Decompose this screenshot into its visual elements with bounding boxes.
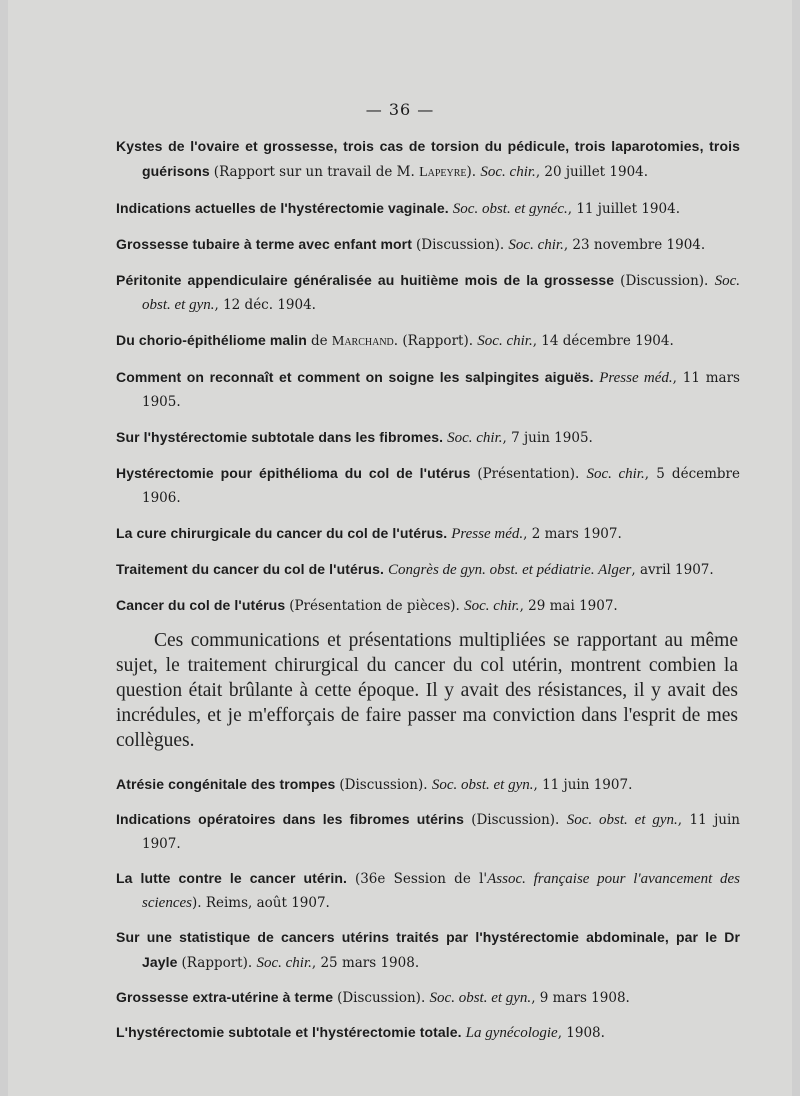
entry-segment: Soc. chir.	[256, 955, 312, 971]
bibliography-entry	[116, 593, 740, 618]
entry-segment: Marchand	[331, 334, 394, 349]
entry-segment: (Discussion).	[339, 777, 432, 793]
bibliography-entry	[116, 925, 740, 975]
entry-segment: Indications opératoires dans les fibromes utérins	[116, 811, 472, 827]
entry-segment: Congrès de gyn. obst. et pédiatrie. Alger	[387, 562, 632, 578]
entry-segment: , 11 juillet 1904.	[567, 201, 680, 217]
bibliography-entry	[116, 772, 740, 797]
entry-segment: La lutte contre le cancer utérin.	[116, 870, 355, 886]
entry-segment: Soc. obst. et gyn.	[429, 990, 532, 1006]
entry-segment: (Discussion).	[620, 273, 715, 289]
entry-segment: Soc. chir.	[480, 164, 536, 180]
entry-segment: , 25 mars 1908.	[311, 955, 420, 971]
commentary-paragraph: Ces communications et présentations multipliées se rapportant au même sujet, le traitement chirurgical du cancer du col utérin, montrent combien la question était brûlante à cette époque. Il y avait des résistances, il y avait des incrédules, et je m'efforçais de faire passer ma conviction dans l'esprit de mes collègues.	[116, 630, 738, 751]
bibliography-entry	[116, 268, 740, 317]
bibliography-entry	[116, 1020, 740, 1045]
entry-segment: , 5 décembre 1906.	[142, 466, 740, 506]
bibliography-entry	[116, 461, 740, 510]
entry-segment: Sur l'hystérectomie subtotale dans les fibromes.	[116, 429, 448, 445]
bibliography-entry	[116, 521, 740, 546]
entry-segment: Soc. chir.	[447, 430, 503, 446]
entry-segment: Péritonite appendiculaire généralisée au huitième mois de la grossesse	[116, 272, 621, 288]
entry-segment: Cancer du col de l'utérus	[116, 597, 290, 613]
entry-segment: ).	[466, 164, 481, 180]
bibliography-entry	[116, 196, 740, 221]
entry-segment: (Présentation de pièces).	[289, 598, 465, 614]
entry-segment: Presse méd.	[451, 526, 524, 542]
entry-segment: Soc. obst. et gyn.	[566, 812, 678, 828]
entry-segment: , 9 mars 1908.	[531, 990, 630, 1006]
entry-segment: , 29 mai 1907.	[519, 598, 618, 614]
entry-segment: (Présentation).	[477, 466, 587, 482]
bibliography-entry	[116, 328, 740, 354]
bibliography-entry	[116, 866, 740, 915]
bibliography-entry	[116, 985, 740, 1010]
entry-segment: Comment on reconnaît et comment on soigne les salpingites aiguës.	[116, 369, 600, 385]
entry-segment: Indications actuelles de l'hystérectomie vaginale.	[116, 200, 453, 216]
entry-segment: , 11 juin 1907.	[533, 777, 633, 793]
bibliography-entry	[116, 134, 740, 185]
entry-segment: Traitement du cancer du col de l'utérus.	[116, 561, 388, 577]
bibliography-list-2	[116, 772, 740, 1055]
entry-segment: La cure chirurgicale du cancer du col de l'utérus.	[116, 525, 452, 541]
entry-segment: Assoc. française pour l'avancement des sciences	[142, 871, 740, 911]
entry-segment: Soc. obst. et gyn.	[142, 273, 741, 313]
bibliography-entry	[116, 365, 740, 414]
bibliography-list-1	[116, 134, 740, 629]
entry-segment: Soc. obst. et gynéc.	[452, 201, 568, 217]
entry-segment: (Discussion).	[415, 237, 509, 253]
entry-segment: (36e Session de l'	[354, 871, 488, 887]
page-number: — 36 —	[365, 100, 435, 119]
entry-segment: , 14 décembre 1904.	[532, 333, 674, 349]
bibliography-entry	[116, 232, 740, 257]
entry-segment: Kystes de l'ovaire et grossesse, trois cas de torsion du pédicule, trois laparotomies, trois guérisons	[116, 138, 740, 179]
bibliography-entry	[116, 807, 740, 856]
entry-segment: ). Reims, août 1907.	[191, 895, 330, 911]
entry-segment: (Rapport).	[181, 955, 257, 971]
entry-segment: Soc. chir.	[586, 466, 645, 482]
entry-segment: Sur une statistique de cancers utérins traités par l'hystérectomie abdominale, par le Dr Jayle	[116, 929, 740, 970]
entry-segment: (Discussion).	[337, 990, 430, 1006]
entry-segment: , 23 novembre 1904.	[563, 237, 706, 253]
entry-segment: L'hystérectomie subtotale et l'hystérectomie totale.	[116, 1024, 466, 1040]
entry-segment: , 1908.	[557, 1025, 605, 1041]
entry-segment: , 11 juin 1907.	[142, 812, 740, 852]
entry-segment: Soc. chir.	[464, 598, 520, 614]
entry-segment: Soc. chir.	[508, 237, 564, 253]
entry-segment: , avril 1907.	[631, 562, 714, 578]
entry-segment: (Rapport sur un travail de M.	[213, 164, 420, 180]
entry-segment: de	[310, 333, 332, 349]
entry-segment: Grossesse tubaire à terme avec enfant mort	[116, 236, 416, 252]
entry-segment: Grossesse extra-utérine à terme	[116, 989, 338, 1005]
entry-segment: , 20 juillet 1904.	[535, 164, 649, 180]
entry-segment: , 2 mars 1907.	[523, 526, 622, 542]
entry-segment: Hystérectomie pour épithélioma du col de l'utérus	[116, 465, 478, 481]
entry-segment: Presse méd.	[599, 370, 673, 386]
entry-segment: , 7 juin 1905.	[502, 430, 593, 446]
entry-segment: , 11 mars 1905.	[142, 370, 740, 410]
entry-segment: Atrésie congénitale des trompes	[116, 776, 340, 792]
entry-segment: (Discussion).	[471, 812, 567, 828]
entry-segment: , 12 déc. 1904.	[214, 297, 316, 313]
entry-segment: Du chorio-épithéliome malin	[116, 332, 311, 348]
entry-segment: Soc. obst. et gyn.	[431, 777, 534, 793]
entry-segment: Lapeyre	[419, 165, 467, 180]
entry-segment: La gynécologie	[465, 1025, 558, 1041]
bibliography-entry	[116, 557, 740, 582]
entry-segment: . (Rapport).	[393, 333, 478, 349]
entry-segment: Soc. chir.	[477, 333, 533, 349]
bibliography-entry	[116, 425, 740, 450]
document-page	[8, 0, 792, 1096]
